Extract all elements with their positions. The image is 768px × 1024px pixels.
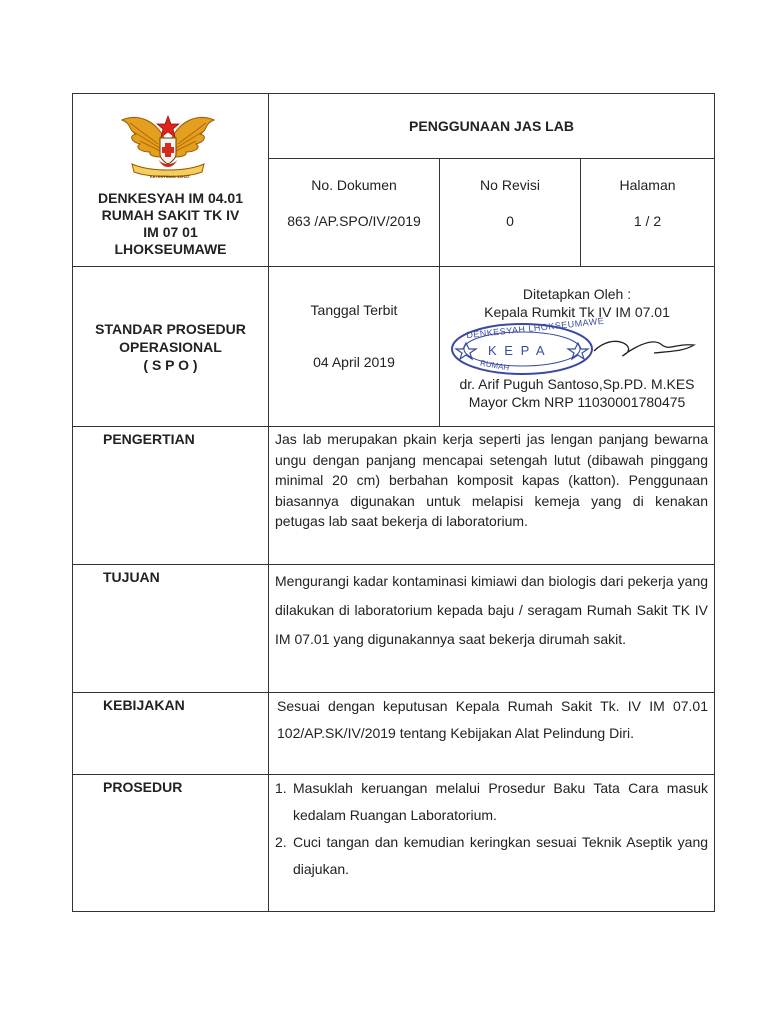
- signer-rank: Mayor Ckm NRP 11030001780475: [468, 394, 686, 410]
- step-number: 1.: [275, 780, 287, 796]
- institution-line: RUMAH SAKIT TK IV: [101, 207, 240, 223]
- spo-document: [72, 93, 714, 912]
- document-title: PENGGUNAAN JAS LAB: [269, 94, 715, 159]
- spo-table: [72, 93, 715, 912]
- institution-name: [73, 190, 268, 258]
- logo: [73, 94, 268, 190]
- doc-number-value: 863 /AP.SPO/IV/2019: [287, 213, 421, 229]
- institution-cell: [73, 94, 269, 267]
- revision-label: No Revisi: [480, 177, 540, 193]
- institution-line: IM 07 01: [143, 224, 198, 240]
- issue-date-label: Tanggal Terbit: [310, 302, 398, 318]
- institution-line: DENKESYAH IM 04.01: [98, 190, 243, 206]
- doc-number-label: No. Dokumen: [311, 177, 397, 193]
- spo-heading-line: OPERASIONAL: [119, 338, 222, 355]
- list-item: [269, 829, 708, 883]
- doc-number-cell: [269, 159, 440, 267]
- revision-value: 0: [506, 213, 514, 229]
- page-value: 1 / 2: [633, 213, 662, 229]
- tujuan-text: Mengurangi kadar kontaminasi kimiawi dan biologis dari pekerja yang dilakukan di laboratorium kepada baju / seragam Rumah Sakit TK IV IM 07.01 yang digunakannya saat bekerja dirumah sakit.: [269, 565, 715, 693]
- prosedur-cell: [269, 775, 715, 912]
- stamp-middle-text: K E P A: [488, 343, 547, 358]
- page-label: Halaman: [619, 177, 676, 193]
- logo-motto: KETERTIBAN SEHAT: [149, 174, 191, 179]
- approval-cell: [440, 267, 715, 427]
- stamp-signature: [440, 315, 714, 377]
- stamp-top-text: DENKESYAH LHOKSEUMAWE: [465, 315, 605, 341]
- prosedur-label: PROSEDUR: [73, 775, 269, 912]
- stamp-bottom-text: RUMAH: [479, 358, 510, 373]
- spo-heading-line: ( S P O ): [143, 356, 198, 373]
- signer-name: dr. Arif Puguh Santoso,Sp.PD. M.KES: [459, 376, 695, 392]
- pengertian-text: Jas lab merupakan pkain kerja seperti jas lengan panjang bewarna ungu dengan panjang mencapai setengah lutut (dibawah pinggang minimal 20 cm) berbahan komposit kapas (katton). Penggunaan biasannya digunakan untuk melapisi kemeja yang di kenakan petugas lab saat bekerja di laboratorium.: [269, 427, 715, 565]
- step-text: Cuci tangan dan kemudian keringkan sesuai Teknik Aseptik yang diajukan.: [293, 834, 709, 877]
- step-text: Masuklah keruangan melalui Prosedur Baku Tata Cara masuk kedalam Ruangan Laboratorium.: [293, 780, 709, 823]
- step-number: 2.: [275, 834, 287, 850]
- approved-by-label: Ditetapkan Oleh :: [522, 286, 632, 302]
- kebijakan-text: Sesuai dengan keputusan Kepala Rumah Sakit Tk. IV IM 07.01 102/AP.SK/IV/2019 tentang Kebijakan Alat Pelindung Diri.: [269, 693, 715, 775]
- kebijakan-label: KEBIJAKAN: [73, 693, 269, 775]
- tujuan-label: TUJUAN: [73, 565, 269, 693]
- issue-date-value: 04 April 2019: [313, 354, 395, 370]
- list-item: [269, 775, 708, 829]
- spo-heading-line: STANDAR PROSEDUR: [95, 320, 246, 337]
- issue-date-cell: [269, 267, 440, 427]
- prosedur-list: [269, 775, 714, 883]
- pengertian-label: PENGERTIAN: [73, 427, 269, 565]
- spo-heading: [73, 267, 269, 427]
- revision-cell: [440, 159, 581, 267]
- institution-line: LHOKSEUMAWE: [114, 241, 227, 257]
- page-cell: [581, 159, 715, 267]
- approved-by-role: Kepala Rumkit Tk IV IM 07.01: [484, 304, 670, 320]
